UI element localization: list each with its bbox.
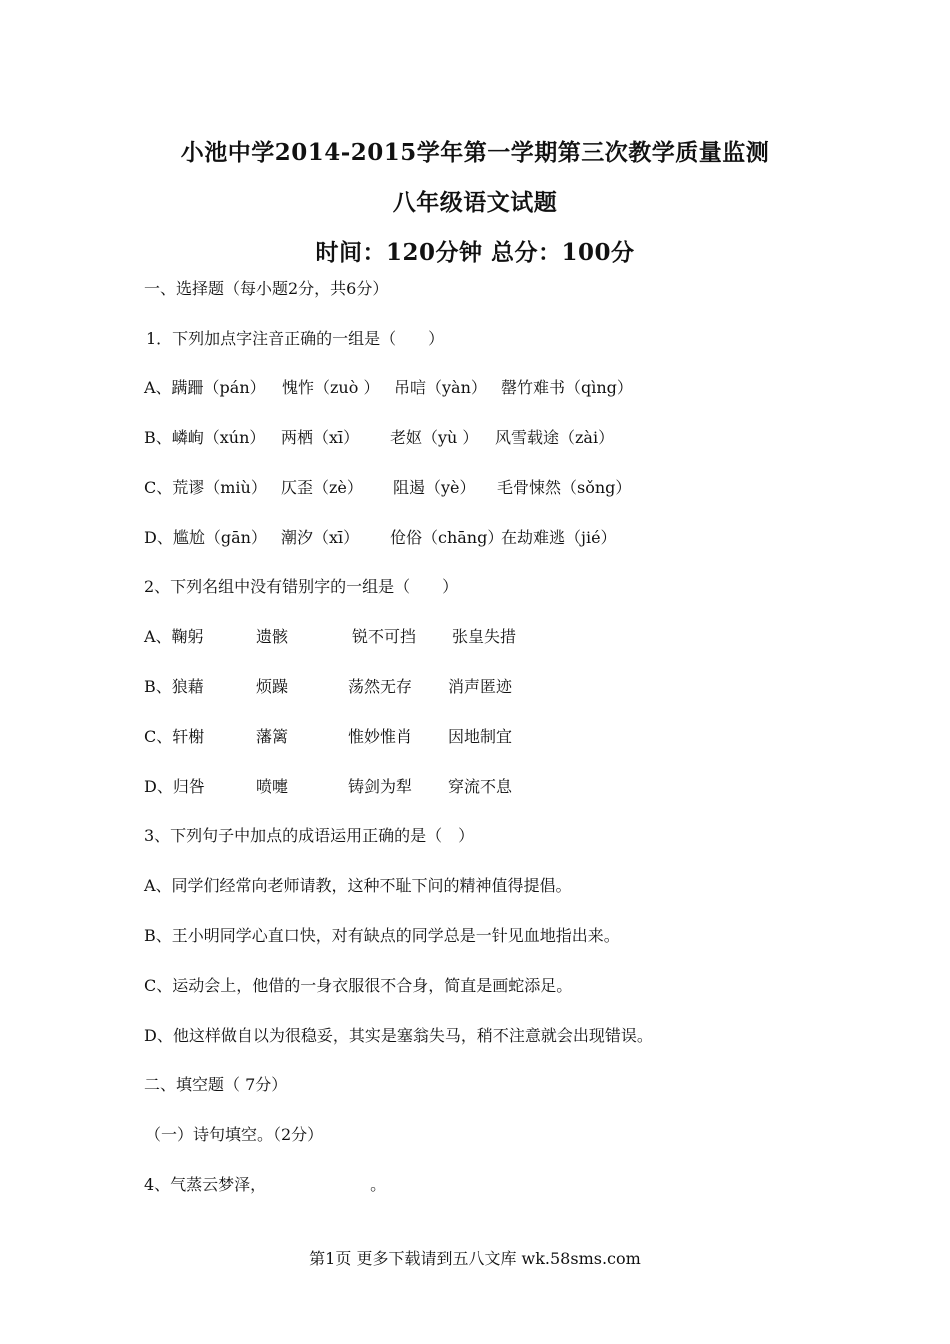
question-1-option-d [144,525,844,545]
option-d-word-3: 铸剑为犁 [348,777,413,796]
option-d-part-1: D、尴尬（gān） [144,528,267,547]
title-grade-subject: 八年级语文试题 [392,189,558,216]
option-c-part-4: 毛骨悚然（sǒng） [497,478,632,497]
question-1-option-a [144,375,844,395]
option-a-part-4: 罄竹难书（qìng） [501,378,633,397]
question-1-option-b [144,425,844,445]
question-2-option-a [144,624,844,644]
option-c-part-1: C、荒谬（miù） [144,478,267,497]
option-b-part-3: 老妪（yù ） [390,428,479,447]
question-4-stem: 4、气蒸云梦泽， 。 [144,1175,387,1194]
option-a-word-1: A、鞠躬 [144,627,204,646]
option-d-part-3: 伧俗（chāng） [390,528,504,547]
option-c-word-2: 藩篱 [256,727,289,746]
question-3-stem: 3、下列句子中加点的成语运用正确的是（ ） [144,826,475,845]
option-c-word-1: C、轩榭 [144,727,205,746]
question-2-stem: 2、下列名组中没有错别字的一组是（ ） [144,577,459,596]
question-2-option-b [144,674,844,694]
option-c-word-3: 惟妙惟肖 [348,727,413,746]
option-b-word-4: 消声匿迹 [448,677,513,696]
question-3-option-a: A、同学们经常向老师请教，这种不耻下问的精神值得提倡。 [144,876,572,895]
option-d-part-2: 潮汐（xī） [281,528,360,547]
option-a-part-2: 愧怍（zuò ） [282,378,380,397]
option-c-word-4: 因地制宜 [448,727,513,746]
option-b-word-3: 荡然无存 [348,677,413,696]
title-school-exam: 小池中学2014-2015学年第一学期第三次教学质量监测 [180,139,770,166]
option-b-part-1: B、嶙峋（xún） [144,428,266,447]
question-3-option-b: B、王小明同学心直口快，对有缺点的同学总是一针见血地指出来。 [144,926,620,945]
title-time-score: 时间：120分钟 总分：100分 [315,239,635,266]
option-a-word-2: 遗骸 [256,627,289,646]
option-d-part-4: 在劫难逃（jié） [501,528,617,547]
option-c-part-3: 阻遏（yè） [393,478,476,497]
option-d-word-1: D、归咎 [144,777,205,796]
option-a-word-3: 锐不可挡 [352,627,417,646]
section-2-heading: 二、填空题（ 7分） [144,1075,288,1094]
option-b-part-4: 风雪载途（zài） [495,428,615,447]
option-b-word-1: B、狼藉 [144,677,204,696]
option-a-part-1: A、蹒跚（pán） [144,378,266,397]
question-3-option-d: D、他这样做自以为很稳妥，其实是塞翁失马，稍不注意就会出现错误。 [144,1026,653,1045]
option-d-word-4: 穿流不息 [448,777,513,796]
question-3-option-c: C、运动会上，他借的一身衣服很不合身，简直是画蛇添足。 [144,976,573,995]
question-1-stem: 1．下列加点字注音正确的一组是（ ） [146,329,445,348]
question-1-option-c [144,475,844,495]
option-c-part-2: 仄歪（zè） [281,478,363,497]
option-a-part-3: 吊唁（yàn） [394,378,487,397]
section-1-heading: 一、选择题（每小题2分，共6分） [144,279,389,298]
page-footer: 第1页 更多下载请到五八文库 wk.58sms.com [309,1249,641,1268]
option-d-word-2: 喷嚏 [256,777,289,796]
poetry-fill-subheading: （一）诗句填空。（2分） [145,1125,324,1144]
option-a-word-4: 张皇失措 [452,627,517,646]
question-2-option-d [144,774,844,794]
question-2-option-c [144,724,844,744]
option-b-word-2: 烦躁 [256,677,289,696]
option-b-part-2: 两栖（xī） [281,428,360,447]
